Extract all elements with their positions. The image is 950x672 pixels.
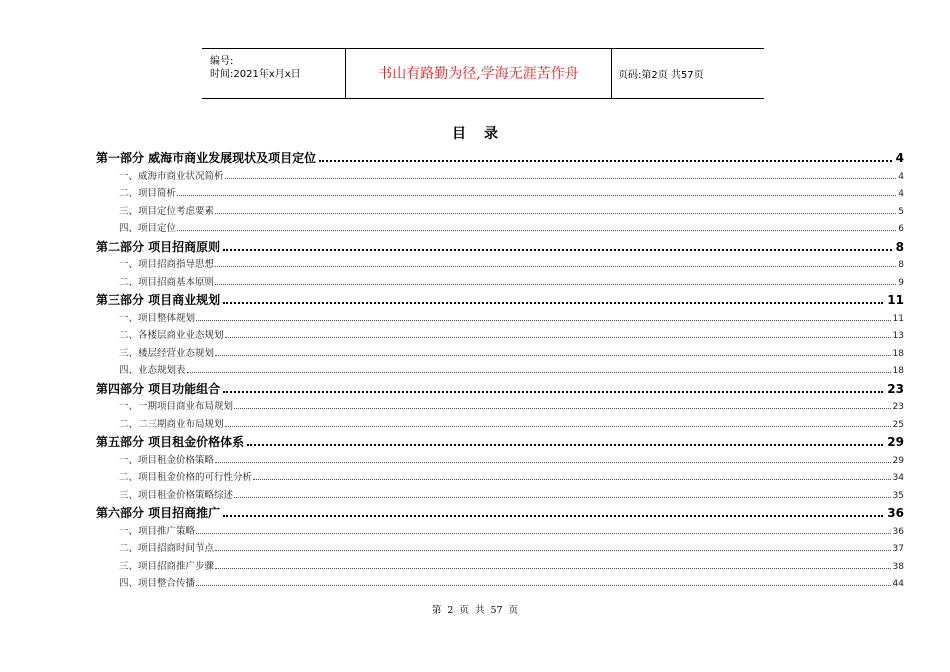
toc-entry-title: 二、各楼层商业业态规划 (119, 330, 224, 341)
header-page-cell (611, 49, 764, 98)
toc-entry-page: 8 (895, 239, 904, 254)
footer-page-word: 页 (459, 605, 469, 616)
toc-dot-leader (215, 568, 891, 569)
page-footer (0, 602, 950, 616)
toc-dot-leader (225, 337, 891, 338)
toc-entry-title: 三、项目租金价格策略综述 (119, 489, 234, 501)
toc-dot-leader (196, 320, 891, 321)
toc-entry-page: 34 (892, 473, 904, 483)
toc-dot-leader (196, 533, 891, 534)
toc-entry-title: 一、一期项目商业布局规划 (119, 401, 234, 412)
toc-dot-leader (223, 302, 883, 304)
toc-entry-title: 第一部分 威海市商业发展现状及项目定位 (96, 151, 317, 165)
header-motto-cell (345, 49, 612, 98)
header-page-info: 页码:第2页 共57页 (618, 70, 704, 81)
toc-entry-title: 第四部分 项目功能组合 (96, 381, 221, 396)
header-motto: 书山有路勤为径,学海无涯苦作舟 (378, 66, 579, 82)
header-meta-cell (202, 49, 345, 98)
toc-entry-title: 二、项目租金价格的可行性分析 (119, 472, 253, 483)
toc-section-row[interactable] (96, 398, 904, 415)
toc-entry-title: 二、二三期商业布局规划 (119, 418, 224, 430)
toc-entry-page: 29 (887, 435, 904, 449)
toc-dot-leader (234, 408, 891, 409)
toc-part-row[interactable] (96, 380, 904, 400)
footer-total-word: 共 (474, 605, 485, 616)
toc-entry-title: 一、项目推广策略 (119, 525, 196, 537)
toc-entry-title: 三、项目定位考虑要素 (119, 205, 215, 217)
toc-entry-title: 第五部分 项目租金价格体系 (96, 435, 245, 449)
toc-section-row[interactable] (96, 203, 904, 220)
toc-dot-leader (215, 462, 891, 463)
toc-entry-page: 38 (892, 561, 904, 572)
toc-section-row[interactable] (96, 310, 904, 327)
toc-section-row[interactable] (96, 345, 904, 362)
toc-entry-title: 一、项目租金价格策略 (119, 454, 215, 466)
toc-entry-page: 4 (898, 189, 904, 199)
document-header (202, 48, 764, 99)
toc-dot-leader (215, 284, 896, 285)
toc-section-row[interactable] (96, 469, 904, 486)
toc-entry-page: 29 (892, 455, 904, 466)
toc-part-row[interactable] (96, 291, 904, 311)
toc-dot-leader (247, 444, 883, 446)
toc-dot-leader (187, 372, 891, 373)
toc-dot-leader (223, 249, 891, 251)
toc-dot-leader (215, 550, 891, 551)
toc-entry-page: 4 (898, 171, 904, 182)
toc-section-row[interactable] (96, 487, 904, 504)
toc-entry-title: 第六部分 项目招商推广 (96, 506, 221, 520)
toc-dot-leader (225, 426, 891, 427)
toc-dot-leader (319, 160, 891, 162)
toc-entry-page: 36 (892, 526, 904, 537)
toc-entry-page: 9 (898, 277, 904, 288)
toc-entry-title: 一、项目整体规划 (119, 312, 196, 324)
toc-entry-page: 11 (887, 293, 904, 307)
toc-entry-page: 44 (892, 579, 904, 589)
toc-dot-leader (215, 266, 896, 267)
toc-entry-title: 三、项目招商推广步骤 (119, 560, 215, 572)
toc-dot-leader (177, 195, 896, 196)
toc-dot-leader (223, 391, 883, 393)
toc-entry-page: 25 (892, 419, 904, 430)
toc-entry-title: 二、项目简析 (119, 188, 177, 199)
toc-dot-leader (215, 213, 896, 214)
toc-entry-page: 23 (892, 402, 904, 412)
toc-entry-page: 8 (898, 260, 904, 270)
toc-entry-page: 23 (887, 381, 904, 396)
toc-entry-page: 6 (898, 224, 904, 234)
toc-entry-page: 36 (887, 506, 904, 520)
toc-entry-title: 二、项目招商基本原则 (119, 276, 215, 288)
toc-section-row[interactable] (96, 185, 904, 202)
toc-section-row[interactable] (96, 274, 904, 291)
toc-entry-title: 四、项目定位 (119, 223, 177, 234)
toc-entry-page: 4 (895, 151, 904, 165)
footer-total-pages: 57 (490, 605, 503, 616)
toc-section-row[interactable] (96, 575, 904, 592)
toc-section-row[interactable] (96, 523, 904, 540)
document-number-label: 编号: (210, 56, 234, 67)
toc-section-row[interactable] (96, 220, 904, 237)
toc-dot-leader (253, 479, 891, 480)
toc-dot-leader (223, 515, 883, 517)
toc-entry-title: 二、项目招商时间节点 (119, 543, 215, 554)
toc-section-row[interactable] (96, 256, 904, 273)
toc-section-row[interactable] (96, 558, 904, 575)
footer-suffix: 页 (508, 605, 519, 616)
footer-prefix: 第 (431, 605, 442, 616)
toc-part-row[interactable] (96, 504, 904, 524)
toc-part-row[interactable] (96, 238, 904, 258)
toc-dot-leader (215, 355, 891, 356)
toc-entry-title: 四、项目整合传播 (119, 578, 196, 589)
toc-entry-title: 一、项目招商指导思想 (119, 259, 215, 270)
toc-part-row[interactable] (96, 433, 904, 453)
toc-dot-leader (196, 585, 891, 586)
toc-title: 目录 (452, 126, 516, 142)
toc-entry-page: 18 (892, 348, 904, 359)
toc-entry-page: 5 (898, 206, 904, 217)
toc-section-row[interactable] (96, 168, 904, 185)
toc-entry-page: 37 (892, 544, 904, 554)
toc-section-row[interactable] (96, 362, 904, 379)
toc-entry-title: 四、业态规划表 (119, 365, 186, 376)
document-time-label: 时间:2021年x月x日 (210, 69, 301, 80)
toc-entry-title: 第三部分 项目商业规划 (96, 293, 221, 307)
toc-entry-title: 一、威海市商业状况简析 (119, 170, 224, 182)
toc-entry-page: 13 (892, 331, 904, 341)
toc-entry-page: 18 (892, 366, 904, 376)
toc-part-row[interactable] (96, 149, 904, 169)
toc-section-row[interactable] (96, 540, 904, 557)
toc-entry-title: 三、楼层经营业态规划 (119, 347, 215, 359)
toc-dot-leader (177, 230, 896, 231)
toc-section-row[interactable] (96, 416, 904, 433)
footer-current-page: 2 (447, 605, 454, 616)
toc-section-row[interactable] (96, 452, 904, 469)
toc-entry-title: 第二部分 项目招商原则 (96, 239, 221, 254)
toc-section-row[interactable] (96, 327, 904, 344)
toc-entry-page: 11 (892, 313, 904, 324)
toc-dot-leader (234, 497, 891, 498)
toc-dot-leader (225, 178, 897, 179)
toc-entry-page: 35 (892, 490, 904, 501)
